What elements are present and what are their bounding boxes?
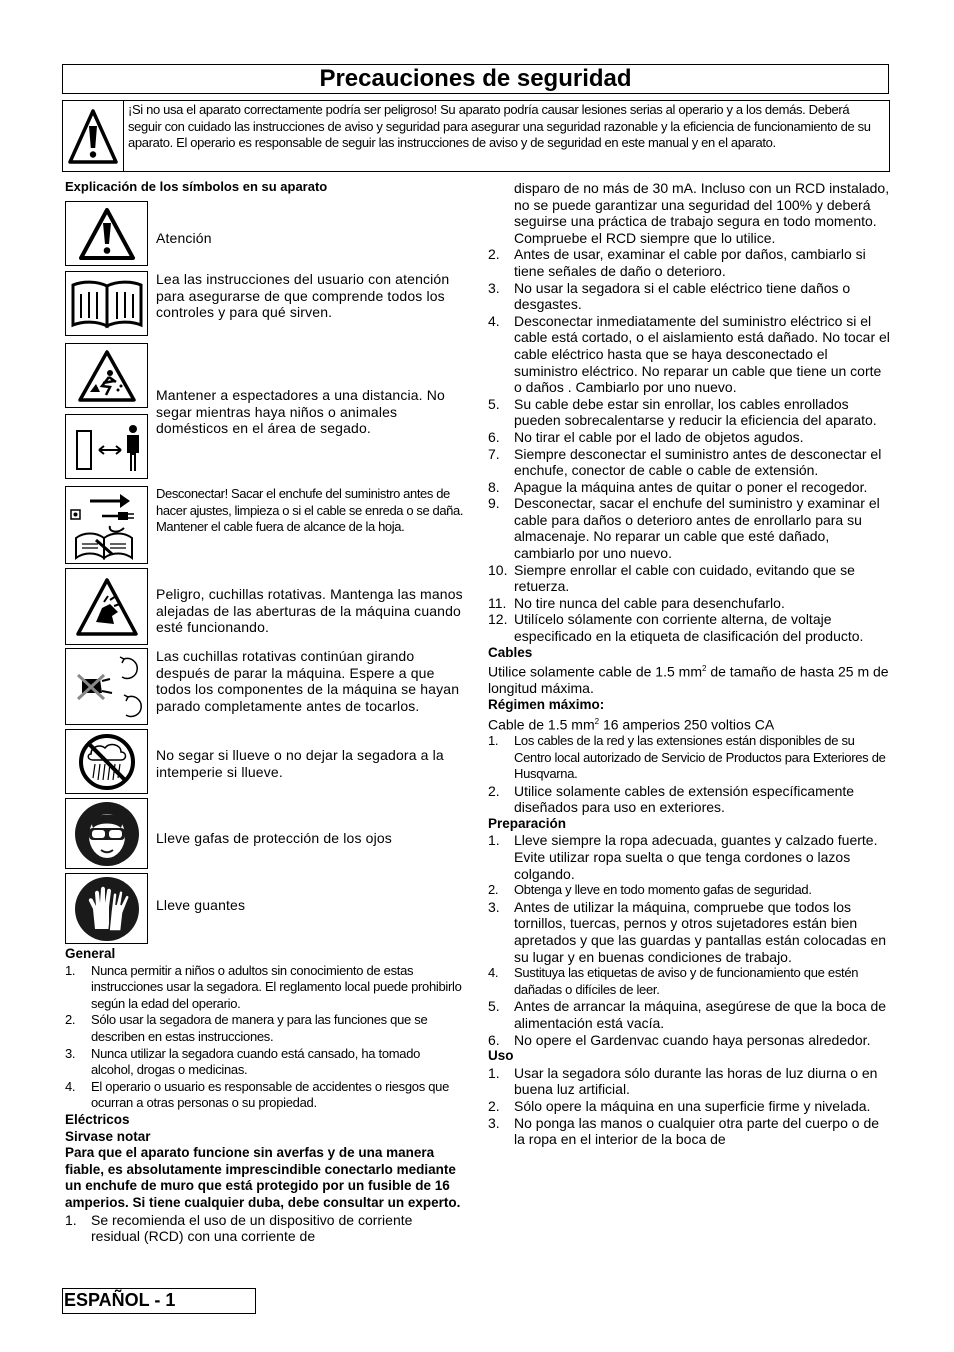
gloves-icon: [65, 873, 148, 944]
eye-protection-icon: [65, 798, 148, 869]
list-item: 2. Utilice solamente cables de extensión específicamente diseñados para uso en exteriores.: [488, 782, 855, 816]
symbols-heading: Explicación de los símbolos en su aparato: [65, 179, 328, 194]
symbol-text: Atención: [156, 230, 212, 246]
symbol-row-blades-continue: [65, 648, 467, 726]
list-item: 2. Sólo opere la máquina en una superficie firme y nivelada.: [488, 1097, 871, 1114]
list-item: 2. Antes de usar, examinar el cable por daños, cambiarlo si tiene señales de daño o deterioro.: [488, 246, 866, 279]
list-item-continuation: disparo de no más de 30 mA. Incluso con un RCD instalado, no se puede garantizar una seguridad del 100% y deberá seguirse una práctica de trabajo segura en todo momento. Compruebe el RCD siempre que lo utilice.: [514, 180, 890, 246]
general-list: [65, 963, 465, 1112]
list-item: 3. Antes de utilizar la máquina, compruebe que todos los tornillos, tuercas, pernos y otros sujetadores están bien apretados y que las guardas y pantallas están colocadas en su lugar y en buenas condiciones de trabajo.: [488, 898, 887, 965]
list-item: 4. Desconectar inmediatamente del suministro eléctrico si el cable está cortado, o el aislamiento está dañado. No tocar el cable eléctrico hasta que se haya desconectado el suministro eléctrico. No reparar un cable que tiene un corte o daños . Cambiarlo por uno nuevo.: [488, 312, 890, 396]
symbol-text: Las cuchillas rotativas continúan girando después de parar la máquina. Espere a que todos los componentes de la máquina se hayan parado completamente antes de tocarlos.: [156, 648, 460, 714]
safety-warning-box: [62, 100, 890, 172]
section-heading-general: General: [65, 946, 116, 961]
warning-triangle-icon: [65, 201, 148, 266]
list-item: 1. Se recomienda el uso de un dispositivo de corriente residual (RCD) con una corriente de: [65, 1211, 413, 1245]
electrical-bold-note: Para que el aparato funcione sin averfas y de una manera fiable, es absolutamente imprescindible conectarlo mediante un enchufe de muro que está protegido por un fusible de 16 amperios. Si tiene cualquier duba, debe consultar un experto.: [65, 1145, 461, 1210]
max-rating-text: Cable de 1.5 $mm^2$ 16 amperios 250 voltios CA: [488, 716, 775, 733]
list-item: 2. Sólo usar la segadora de manera y para las funciones que se describen en estas instrucciones.: [65, 1012, 428, 1044]
section-heading-max-rating: Régimen máximo:: [488, 697, 605, 713]
list-item: 9. Desconectar, sacar el enchufe del suministro y examinar el cable para daños o deterioro antes de enrollarlo para su almacenaje. No reparar un cable que esté dañado, cambiarlo por uno nuevo.: [488, 495, 880, 562]
rotating-blades-icon: [65, 568, 148, 645]
symbol-row-eye-protection: [65, 798, 467, 870]
list-item: 4. Sustituya las etiquetas de aviso y de funcionamiento que estén dañadas o difíciles de leer.: [488, 965, 859, 997]
section-heading-cables: Cables: [488, 644, 533, 660]
page-footer: ESPAÑOL - 1: [62, 1288, 256, 1314]
symbol-row-attention: [65, 201, 467, 267]
electrical-list: [488, 246, 890, 644]
symbol-row-gloves: [65, 873, 467, 945]
list-item: 5. Antes de arrancar la máquina, asegúrese de que la boca de alimentación está vacía.: [488, 998, 887, 1031]
list-item: 4. El operario o usuario es responsable de accidentes o riesgos que ocurran a otras personas o su propiedad.: [65, 1078, 450, 1111]
cables-text: Utilice solamente cable de 1.5 $mm^2$ de tamaño de hasta 25 m de longitud máxima.: [488, 663, 889, 697]
left-column: [65, 946, 465, 1245]
list-item: 5. Su cable debe estar sin enrollar, los cables enrollados pueden sobrecalentarse y reducir la eficiencia del aparato.: [488, 395, 877, 429]
right-column: [488, 180, 890, 1148]
bystander-distance-icon: [65, 414, 148, 479]
symbol-text: Lleve gafas de protección de los ojos: [156, 830, 392, 846]
list-item: 1. Usar la segadora sólo durante las horas de luz diurna o en buena luz artificial.: [488, 1064, 878, 1098]
electrical-list-start: [65, 1212, 465, 1245]
blades-continue-icon: [65, 648, 148, 725]
disconnect-plug-icon: [65, 486, 148, 564]
list-item: 10. Siempre enrollar el cable con cuidado, evitando que se retuerza.: [488, 561, 855, 595]
symbol-text: Desconectar! Sacar el enchufe del suministro antes de hacer ajustes, limpieza o si el cable se enreda o se daña. Mantener el cable fuera de alcance de la hoja.: [156, 486, 464, 535]
list-item: 3. No usar la segadora si el cable eléctrico tiene daños o desgastes.: [488, 279, 851, 313]
symbol-text: Lleve guantes: [156, 897, 246, 913]
list-item: 12. Utilícelo sólamente con corriente alterna, de voltaje especificado en la etiqueta de clasificación del producto.: [488, 611, 864, 645]
symbol-text: Lea las instrucciones del usuario con atención para asegurarse de que comprende todos los controles y para qué sirven.: [156, 271, 450, 321]
title-box: [62, 64, 889, 94]
list-item: 6. No tirar el cable por el lado de objetos agudos.: [488, 428, 804, 445]
symbol-row-disconnect: [65, 486, 467, 565]
list-item: 7. Siempre desconectar el suministro antes de desconectar el enchufe, conector de cable o cable de extensión.: [488, 445, 882, 479]
page-title: Precauciones de seguridad: [319, 65, 632, 92]
warning-triangle-icon: [63, 101, 124, 171]
use-list: [488, 1065, 890, 1148]
symbol-text: Peligro, cuchillas rotativas. Mantenga las manos alejadas de las aberturas de la máquina cuando esté funcionando.: [156, 586, 463, 636]
section-heading-preparation: Preparación: [488, 815, 567, 831]
symbol-text: Mantener a espectadores a una distancia. No segar mientras haya niños o animales domésticos en el área de segado.: [156, 387, 445, 437]
read-manual-icon: [65, 271, 148, 336]
section-heading-use: Uso: [488, 1048, 514, 1064]
preparation-list: [488, 832, 890, 1048]
list-item: 1. Nunca permitir a niños o adultos sin conocimiento de estas instrucciones usar la segadora. El reglamento local puede prohibirlo según la edad del operario.: [65, 962, 462, 1011]
section-heading-electrical: Eléctricos: [65, 1111, 130, 1127]
symbol-row-no-rain: [65, 729, 467, 795]
section-subheading-note: Sirvase notar: [65, 1128, 151, 1144]
list-item: 3. No ponga las manos o cualquier otra parte del cuerpo o de la ropa en el interior de la boca de: [488, 1114, 880, 1148]
list-item: 1. Los cables de la red y las extensiones están disponibles de su Centro local autorizado de Servicio de Productos para Exteriores de Husqvarna.: [488, 732, 886, 782]
symbol-row-bystanders: [65, 343, 467, 481]
max-rating-list: [488, 733, 890, 816]
safety-warning-text: ¡Si no usa el aparato correctamente podría ser peligroso! Su aparato podría causar lesiones serias al operario y a los demás. Deberá seguir con cuidado las instrucciones de aviso y seguridad para asegurar una seguridad razonable y la eficiencia de funcionamiento de su aparato. El operario es responsable de seguir las instrucciones de aviso y de seguridad en este manual y en el aparato.: [128, 102, 871, 151]
list-item: 2. Obtenga y lleve en todo momento gafas de seguridad.: [488, 882, 812, 898]
list-item: 11. No tire nunca del cable para desenchufarlo.: [488, 594, 785, 611]
list-item: 6. No opere el Gardenvac cuando haya personas alrededor.: [488, 1031, 871, 1048]
list-item: 8. Apague la máquina antes de quitar o poner el recogedor.: [488, 478, 868, 495]
list-item: 1. Lleve siempre la ropa adecuada, guantes y calzado fuerte. Evite utilizar ropa suelta o que tenga cordones o lazos colgando.: [488, 832, 878, 882]
symbol-row-read-manual: [65, 271, 467, 337]
no-rain-icon: [65, 729, 148, 794]
symbol-row-rotating-blades: [65, 568, 467, 646]
list-item: 3. Nunca utilizar la segadora cuando está cansado, ha tomado alcohol, drogas o medicinas.: [65, 1045, 421, 1078]
thrown-objects-icon: [65, 343, 148, 408]
symbol-text: No segar si llueve o no dejar la segadora a la intemperie si llueve.: [156, 747, 444, 780]
